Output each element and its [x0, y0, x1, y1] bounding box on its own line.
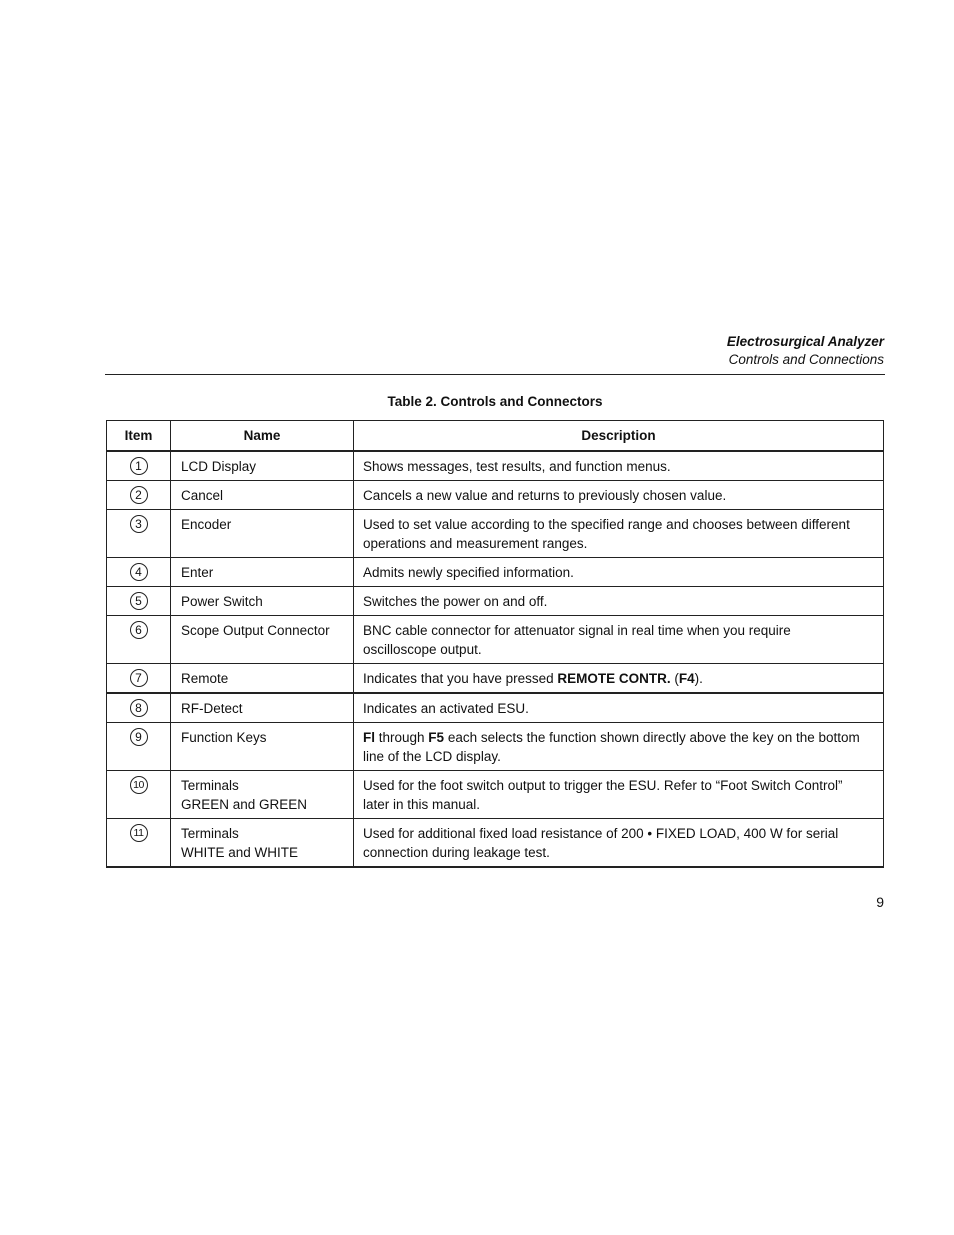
description-bold-text: F5	[428, 730, 445, 745]
item-number-badge: 4	[130, 563, 148, 581]
item-cell	[107, 771, 171, 819]
table-row	[107, 664, 884, 694]
item-number-badge: 7	[130, 669, 148, 687]
name-cell	[171, 693, 354, 723]
description-cell	[354, 616, 884, 664]
name-text: RF-Detect	[181, 701, 243, 716]
table-row	[107, 723, 884, 771]
column-header-description: Description	[354, 421, 884, 452]
name-text: LCD Display	[181, 459, 257, 474]
controls-table	[106, 420, 884, 868]
item-number-badge: 10	[130, 776, 148, 794]
page-number: 9	[876, 894, 884, 910]
header-subtitle: Controls and Connections	[728, 352, 884, 367]
name-text: Power Switch	[181, 594, 263, 609]
description-cell	[354, 451, 884, 481]
description-line	[363, 728, 879, 747]
description-text: connection during leakage test.	[363, 845, 550, 860]
item-cell	[107, 558, 171, 587]
name-cell	[171, 819, 354, 868]
table-caption: Table 2. Controls and Connectors	[387, 394, 603, 409]
item-cell	[107, 510, 171, 558]
item-number-badge: 5	[130, 592, 148, 610]
description-cell	[354, 664, 884, 694]
description-text: later in this manual.	[363, 797, 481, 812]
name-cell	[171, 510, 354, 558]
name-text: Function Keys	[181, 730, 267, 745]
item-cell	[107, 481, 171, 510]
description-cell	[354, 723, 884, 771]
description-bold-text: F4	[678, 671, 695, 686]
name-text: GREEN and GREEN	[181, 797, 308, 812]
description-text: BNC cable connector for attenuator signal in real time when you require	[363, 623, 791, 638]
table-row	[107, 616, 884, 664]
name-text: Encoder	[181, 517, 232, 532]
name-text: Cancel	[181, 488, 224, 503]
description-cell	[354, 587, 884, 616]
name-cell	[171, 587, 354, 616]
column-header-name: Name	[171, 421, 354, 452]
description-text: operations and measurement ranges.	[363, 536, 588, 551]
name-cell	[171, 771, 354, 819]
table-row	[107, 451, 884, 481]
description-text: Used to set value according to the specified range and chooses between different	[363, 517, 850, 532]
name-cell	[171, 481, 354, 510]
column-header-item: Item	[107, 421, 171, 452]
item-cell	[107, 664, 171, 694]
item-cell	[107, 451, 171, 481]
item-cell	[107, 616, 171, 664]
name-text: WHITE and WHITE	[181, 845, 299, 860]
table-row	[107, 558, 884, 587]
table-row	[107, 771, 884, 819]
description-cell	[354, 481, 884, 510]
description-text: Admits newly specified information.	[363, 565, 574, 580]
description-text: Indicates an activated ESU.	[363, 701, 529, 716]
item-number-badge: 9	[130, 728, 148, 746]
table-row	[107, 819, 884, 868]
table-header-row	[107, 421, 884, 452]
name-cell	[171, 664, 354, 694]
name-text: Remote	[181, 671, 229, 686]
description-bold-text: REMOTE CONTR.	[557, 671, 671, 686]
item-number-badge: 11	[130, 824, 148, 842]
header-rule	[105, 374, 885, 375]
item-cell	[107, 819, 171, 868]
description-cell	[354, 771, 884, 819]
table-row	[107, 481, 884, 510]
item-number-badge: 6	[130, 621, 148, 639]
description-text: Switches the power on and off.	[363, 594, 548, 609]
description-text: through	[375, 730, 429, 745]
item-number-badge: 1	[130, 457, 148, 475]
name-text: Terminals	[181, 826, 239, 841]
item-number-badge: 3	[130, 515, 148, 533]
name-text: Scope Output Connector	[181, 623, 330, 638]
table-row	[107, 587, 884, 616]
description-cell	[354, 693, 884, 723]
name-cell	[171, 451, 354, 481]
description-text: oscilloscope output.	[363, 642, 482, 657]
description-text: Indicates that you have pressed	[363, 671, 558, 686]
header-title: Electrosurgical Analyzer	[726, 334, 884, 349]
description-text: (	[670, 671, 679, 686]
description-text: each selects the function shown directly above the key on the bottom	[444, 730, 860, 745]
description-text: Cancels a new value and returns to previously chosen value.	[363, 488, 727, 503]
description-text: line of the LCD display.	[363, 749, 501, 764]
description-line	[363, 747, 879, 766]
description-text: Used for the foot switch output to trigger the ESU. Refer to “Foot Switch Control”	[363, 778, 843, 793]
description-text: ).	[694, 671, 703, 686]
item-cell	[107, 587, 171, 616]
description-text: Shows messages, test results, and function menus.	[363, 459, 671, 474]
item-cell	[107, 693, 171, 723]
item-cell	[107, 723, 171, 771]
running-header	[727, 333, 884, 369]
description-cell	[354, 819, 884, 868]
description-line	[363, 669, 879, 688]
description-text: Used for additional fixed load resistance of 200 • FIXED LOAD, 400 W for serial	[363, 826, 839, 841]
description-bold-text: Fl	[363, 730, 375, 745]
description-cell	[354, 558, 884, 587]
table-row	[107, 510, 884, 558]
item-number-badge: 2	[130, 486, 148, 504]
item-number-badge: 8	[130, 699, 148, 717]
name-cell	[171, 558, 354, 587]
name-text: Terminals	[181, 778, 239, 793]
description-cell	[354, 510, 884, 558]
name-cell	[171, 723, 354, 771]
name-cell	[171, 616, 354, 664]
table-row	[107, 693, 884, 723]
name-text: Enter	[181, 565, 214, 580]
